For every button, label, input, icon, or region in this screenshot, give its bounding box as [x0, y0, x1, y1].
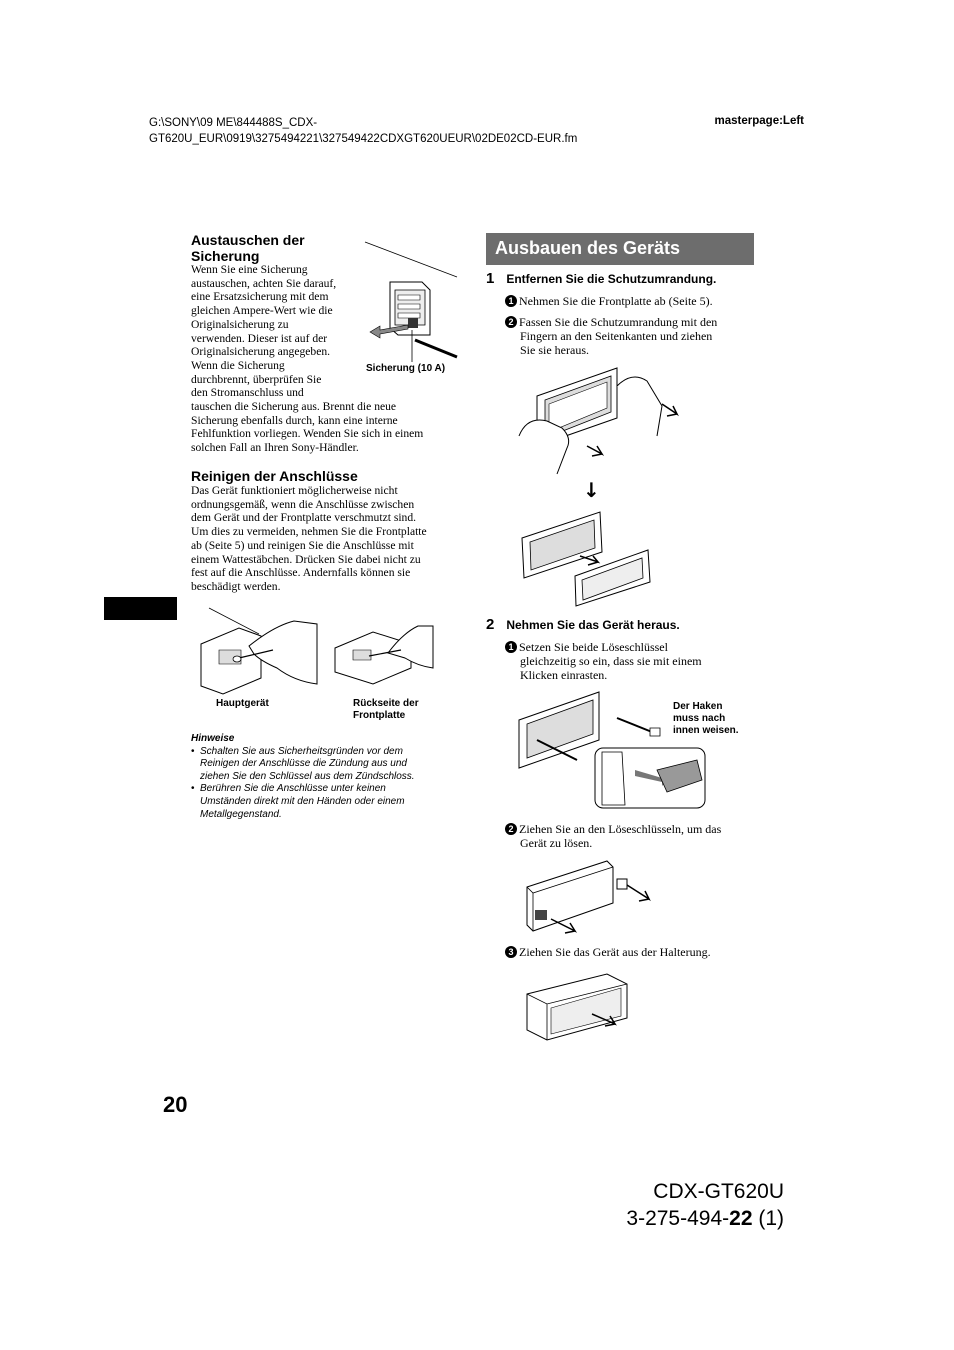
section-tab-marker: [104, 597, 177, 620]
hook-caption: [673, 701, 739, 737]
pull-unit-out-illustration: [517, 972, 637, 1042]
step-1-heading: [486, 270, 716, 288]
fuse-line: Wenn Sie eine Sicherung: [191, 263, 308, 276]
fuse-line: solchen Fall an Ihren Sony-Händler.: [191, 441, 359, 455]
part-number: [626, 1205, 784, 1232]
sub-line: Fassen Sie die Schutzumrandung mit den: [519, 315, 718, 329]
circled-number-icon: 2: [505, 316, 517, 328]
clean-line: ordnungsgemäß, wenn die Anschlüsse zwischen: [191, 497, 415, 511]
sub-line: gleichzeitig so ein, dass sie mit einem: [520, 654, 702, 668]
banner-title: Ausbauen des Geräts: [495, 238, 681, 258]
circled-number-icon: 2: [505, 823, 517, 835]
sub-line: Gerät zu lösen.: [520, 836, 593, 850]
step-1-sub-2: [505, 315, 755, 357]
sub-line: Sie sie heraus.: [520, 343, 589, 357]
note-line: Metallgegenstand.: [200, 808, 282, 820]
clean-section-title: Reinigen der Anschlüsse: [191, 468, 358, 484]
note-line: • Berühren Sie die Anschlüsse unter keinen: [200, 783, 386, 795]
main-unit-caption: Hauptgerät: [216, 698, 269, 709]
fuse-title-line-2: Sicherung: [191, 248, 260, 264]
caption-line: Der Haken: [673, 701, 723, 712]
note-line: Reinigen der Anschlüsse die Zündung aus und: [200, 758, 407, 770]
fuse-line: tauschen die Sicherung aus. Brennt die neue: [191, 400, 397, 414]
part-number-bold: 22: [729, 1207, 753, 1230]
note-item: [191, 746, 461, 784]
escutcheon-removed-illustration: [520, 510, 652, 606]
page-number: 20: [163, 1092, 188, 1117]
circled-number-icon: 1: [505, 295, 517, 307]
note-line: Umständen direkt mit den Händen oder einem: [200, 795, 405, 807]
pull-release-keys-illustration: [517, 855, 657, 935]
sub-line: Fingern an den Seitenkanten und ziehen: [520, 329, 713, 343]
section-banner: [486, 233, 754, 265]
fuse-line: durchbrennt, überprüfen Sie: [191, 372, 322, 386]
clean-line: fest auf die Anschlüsse. Andernfalls können sie: [191, 566, 411, 580]
sub-line: Nehmen Sie die Frontplatte ab (Seite 5).: [519, 294, 713, 308]
caption-line: innen weisen.: [673, 725, 739, 736]
clean-line: dem Gerät und der Frontplatte verschmutzt sind.: [191, 511, 417, 525]
circled-number-icon: 3: [505, 946, 517, 958]
arrow-down-icon: ↓: [583, 478, 600, 502]
fuse-line: eine Ersatzsicherung mit dem: [191, 290, 329, 304]
main-unit-cleaning-illustration: [199, 606, 321, 696]
fuse-line: Originalsicherung angegeben.: [191, 345, 331, 359]
step-number: 1: [486, 270, 495, 287]
front-panel-back-cleaning-illustration: [333, 618, 433, 688]
step-number: 2: [486, 616, 495, 633]
notes-title: Hinweise: [191, 733, 235, 744]
sub-line: Ziehen Sie an den Löseschlüsseln, um das: [519, 822, 722, 836]
step-title: Nehmen Sie das Gerät heraus.: [506, 618, 680, 632]
file-path-line-2: GT620U_EUR\0919\3275494221\327549422CDXGT620UEUR\02DE02CD-EUR.fm: [149, 133, 578, 145]
model-code-block: [626, 1178, 784, 1232]
fuse-line: Wenn die Sicherung: [191, 358, 285, 372]
part-number-suffix: (1): [752, 1207, 784, 1230]
sub-line: Ziehen Sie das Gerät aus der Halterung.: [519, 945, 711, 959]
file-path-header: [149, 115, 577, 147]
fuse-illustration: [360, 240, 460, 365]
fuse-line: Fehlfunktion vorliegen. Wenden Sie sich in einem: [191, 427, 424, 441]
fuse-line: Originalsicherung zu: [191, 317, 289, 331]
note-line: • Schalten Sie aus Sicherheitsgründen vor dem: [200, 745, 403, 757]
note-line: ziehen Sie den Schlüssel aus dem Zündschloss.: [200, 770, 415, 782]
step-1-sub-1: [505, 294, 713, 308]
masterpage-label: masterpage:Left: [714, 115, 804, 127]
sub-line: Setzen Sie beide Löseschlüssel: [519, 640, 668, 654]
fuse-line: verwenden. Dieser ist auf der: [191, 331, 328, 345]
fuse-line: austauschen, achten Sie darauf,: [191, 276, 337, 290]
clean-line: ab (Seite 5) und reinigen Sie die Anschlüsse mit: [191, 538, 414, 552]
circled-number-icon: 1: [505, 641, 517, 653]
sub-line: Klicken einrasten.: [520, 668, 608, 682]
front-panel-back-caption: [353, 698, 419, 722]
fuse-line: Sicherung ebenfalls durch, kann eine interne: [191, 413, 398, 427]
caption-line: Rückseite der: [353, 698, 419, 709]
note-item: [191, 783, 461, 821]
part-number-prefix: 3-275-494-: [626, 1207, 730, 1230]
step-2-sub-2: [505, 822, 755, 850]
step-title: Entfernen Sie die Schutzumrandung.: [506, 272, 717, 286]
step-2-sub-1: [505, 640, 755, 682]
remove-escutcheon-illustration: [517, 366, 682, 476]
fuse-line: gleichen Ampere-Wert wie die: [191, 304, 333, 318]
notes-block: [191, 733, 461, 821]
clean-line: beschädigt werden.: [191, 579, 281, 593]
clean-line: Das Gerät funktioniert möglicherweise nicht: [191, 484, 398, 497]
file-path-line-1: G:\SONY\09 ME\844488S_CDX-: [149, 117, 318, 129]
clean-line: Um dies zu vermeiden, nehmen Sie die Frontplatte: [191, 525, 427, 539]
model-name: CDX-GT620U: [653, 1180, 784, 1203]
fuse-figure-caption: Sicherung (10 A): [366, 363, 446, 374]
caption-line: muss nach: [673, 713, 726, 724]
caption-line: Frontplatte: [353, 710, 406, 721]
fuse-line: den Stromanschluss und: [191, 386, 304, 400]
step-2-heading: [486, 616, 680, 634]
clean-body-text: [191, 484, 461, 594]
fuse-title-line-1: Austauschen der: [191, 232, 305, 248]
step-2-sub-3: [505, 945, 711, 959]
fuse-section-title: [191, 232, 305, 264]
clean-line: einem Wattestäbchen. Drücken Sie dabei nicht zu: [191, 552, 421, 566]
